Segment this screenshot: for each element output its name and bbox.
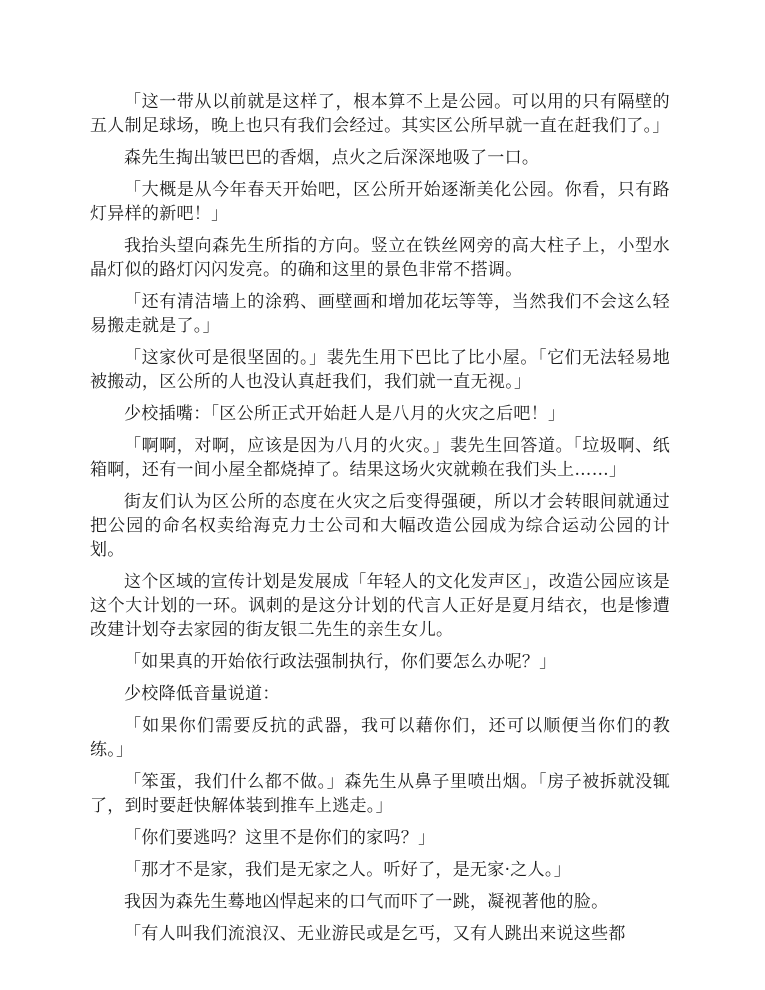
paragraph: 「这家伙可是很坚固的。」裴先生用下巴比了比小屋。「它们无法轻易地被搬动，区公所的人也没认真赶我们，我们就一直无视。」 bbox=[90, 348, 670, 392]
page-body bbox=[90, 90, 670, 954]
paragraph: 「如果真的开始依行政法强制执行，你们要怎么办呢？」 bbox=[124, 652, 557, 672]
paragraph: 「大概是从今年春天开始吧，区公所开始逐渐美化公园。你看，只有路灯异样的新吧！」 bbox=[90, 180, 670, 224]
paragraph: 「这一带从以前就是这样了，根本算不上是公园。可以用的只有隔壁的五人制足球场，晚上也只有我们会经过。其实区公所早就一直在赶我们了。」 bbox=[90, 92, 670, 136]
paragraph: 「还有清洁墙上的涂鸦、画壁画和增加花坛等等，当然我们不会这么轻易搬走就是了。」 bbox=[90, 292, 670, 336]
paragraph: 街友们认为区公所的态度在火灾之后变得强硬，所以才会转眼间就通过把公园的命名权卖给海克力士公司和大幅改造公园成为综合运动公园的计划。 bbox=[90, 492, 670, 560]
paragraph: 「有人叫我们流浪汉、无业游民或是乞丐，又有人跳出来说这些都 bbox=[124, 924, 626, 944]
paragraph: 我因为森先生蓦地凶悍起来的口气而吓了一跳，凝视著他的脸。 bbox=[124, 892, 609, 912]
paragraph: 「你们要逃吗？这里不是你们的家吗？」 bbox=[124, 828, 436, 848]
paragraph: 我抬头望向森先生所指的方向。竖立在铁丝网旁的高大柱子上，小型水晶灯似的路灯闪闪发亮。的确和这里的景色非常不搭调。 bbox=[90, 236, 670, 280]
paragraph: 少校降低音量说道： bbox=[124, 684, 280, 704]
paragraph: 「那才不是家，我们是无家之人。听好了，是无家·之人。」 bbox=[124, 860, 572, 880]
paragraph: 少校插嘴：「区公所正式开始赶人是八月的火灾之后吧！」 bbox=[124, 404, 566, 424]
paragraph: 森先生掏出皱巴巴的香烟，点火之后深深地吸了一口。 bbox=[124, 148, 540, 168]
paragraph: 这个区域的宣传计划是发展成「年轻人的文化发声区」，改造公园应该是这个大计划的一环。讽刺的是这分计划的代言人正好是夏月结衣，也是惨遭改建计划夺去家园的街友银二先生的亲生女儿。 bbox=[90, 572, 670, 640]
paragraph: 「啊啊，对啊，应该是因为八月的火灾。」裴先生回答道。「垃圾啊、纸箱啊，还有一间小屋全都烧掉了。结果这场火灾就赖在我们头上……」 bbox=[90, 436, 670, 480]
paragraph: 「笨蛋，我们什么都不做。」森先生从鼻子里喷出烟。「房子被拆就没辄了，到时要赶快解体装到推车上逃走。」 bbox=[90, 772, 670, 816]
paragraph: 「如果你们需要反抗的武器，我可以藉你们，还可以顺便当你们的教练。」 bbox=[90, 716, 670, 760]
